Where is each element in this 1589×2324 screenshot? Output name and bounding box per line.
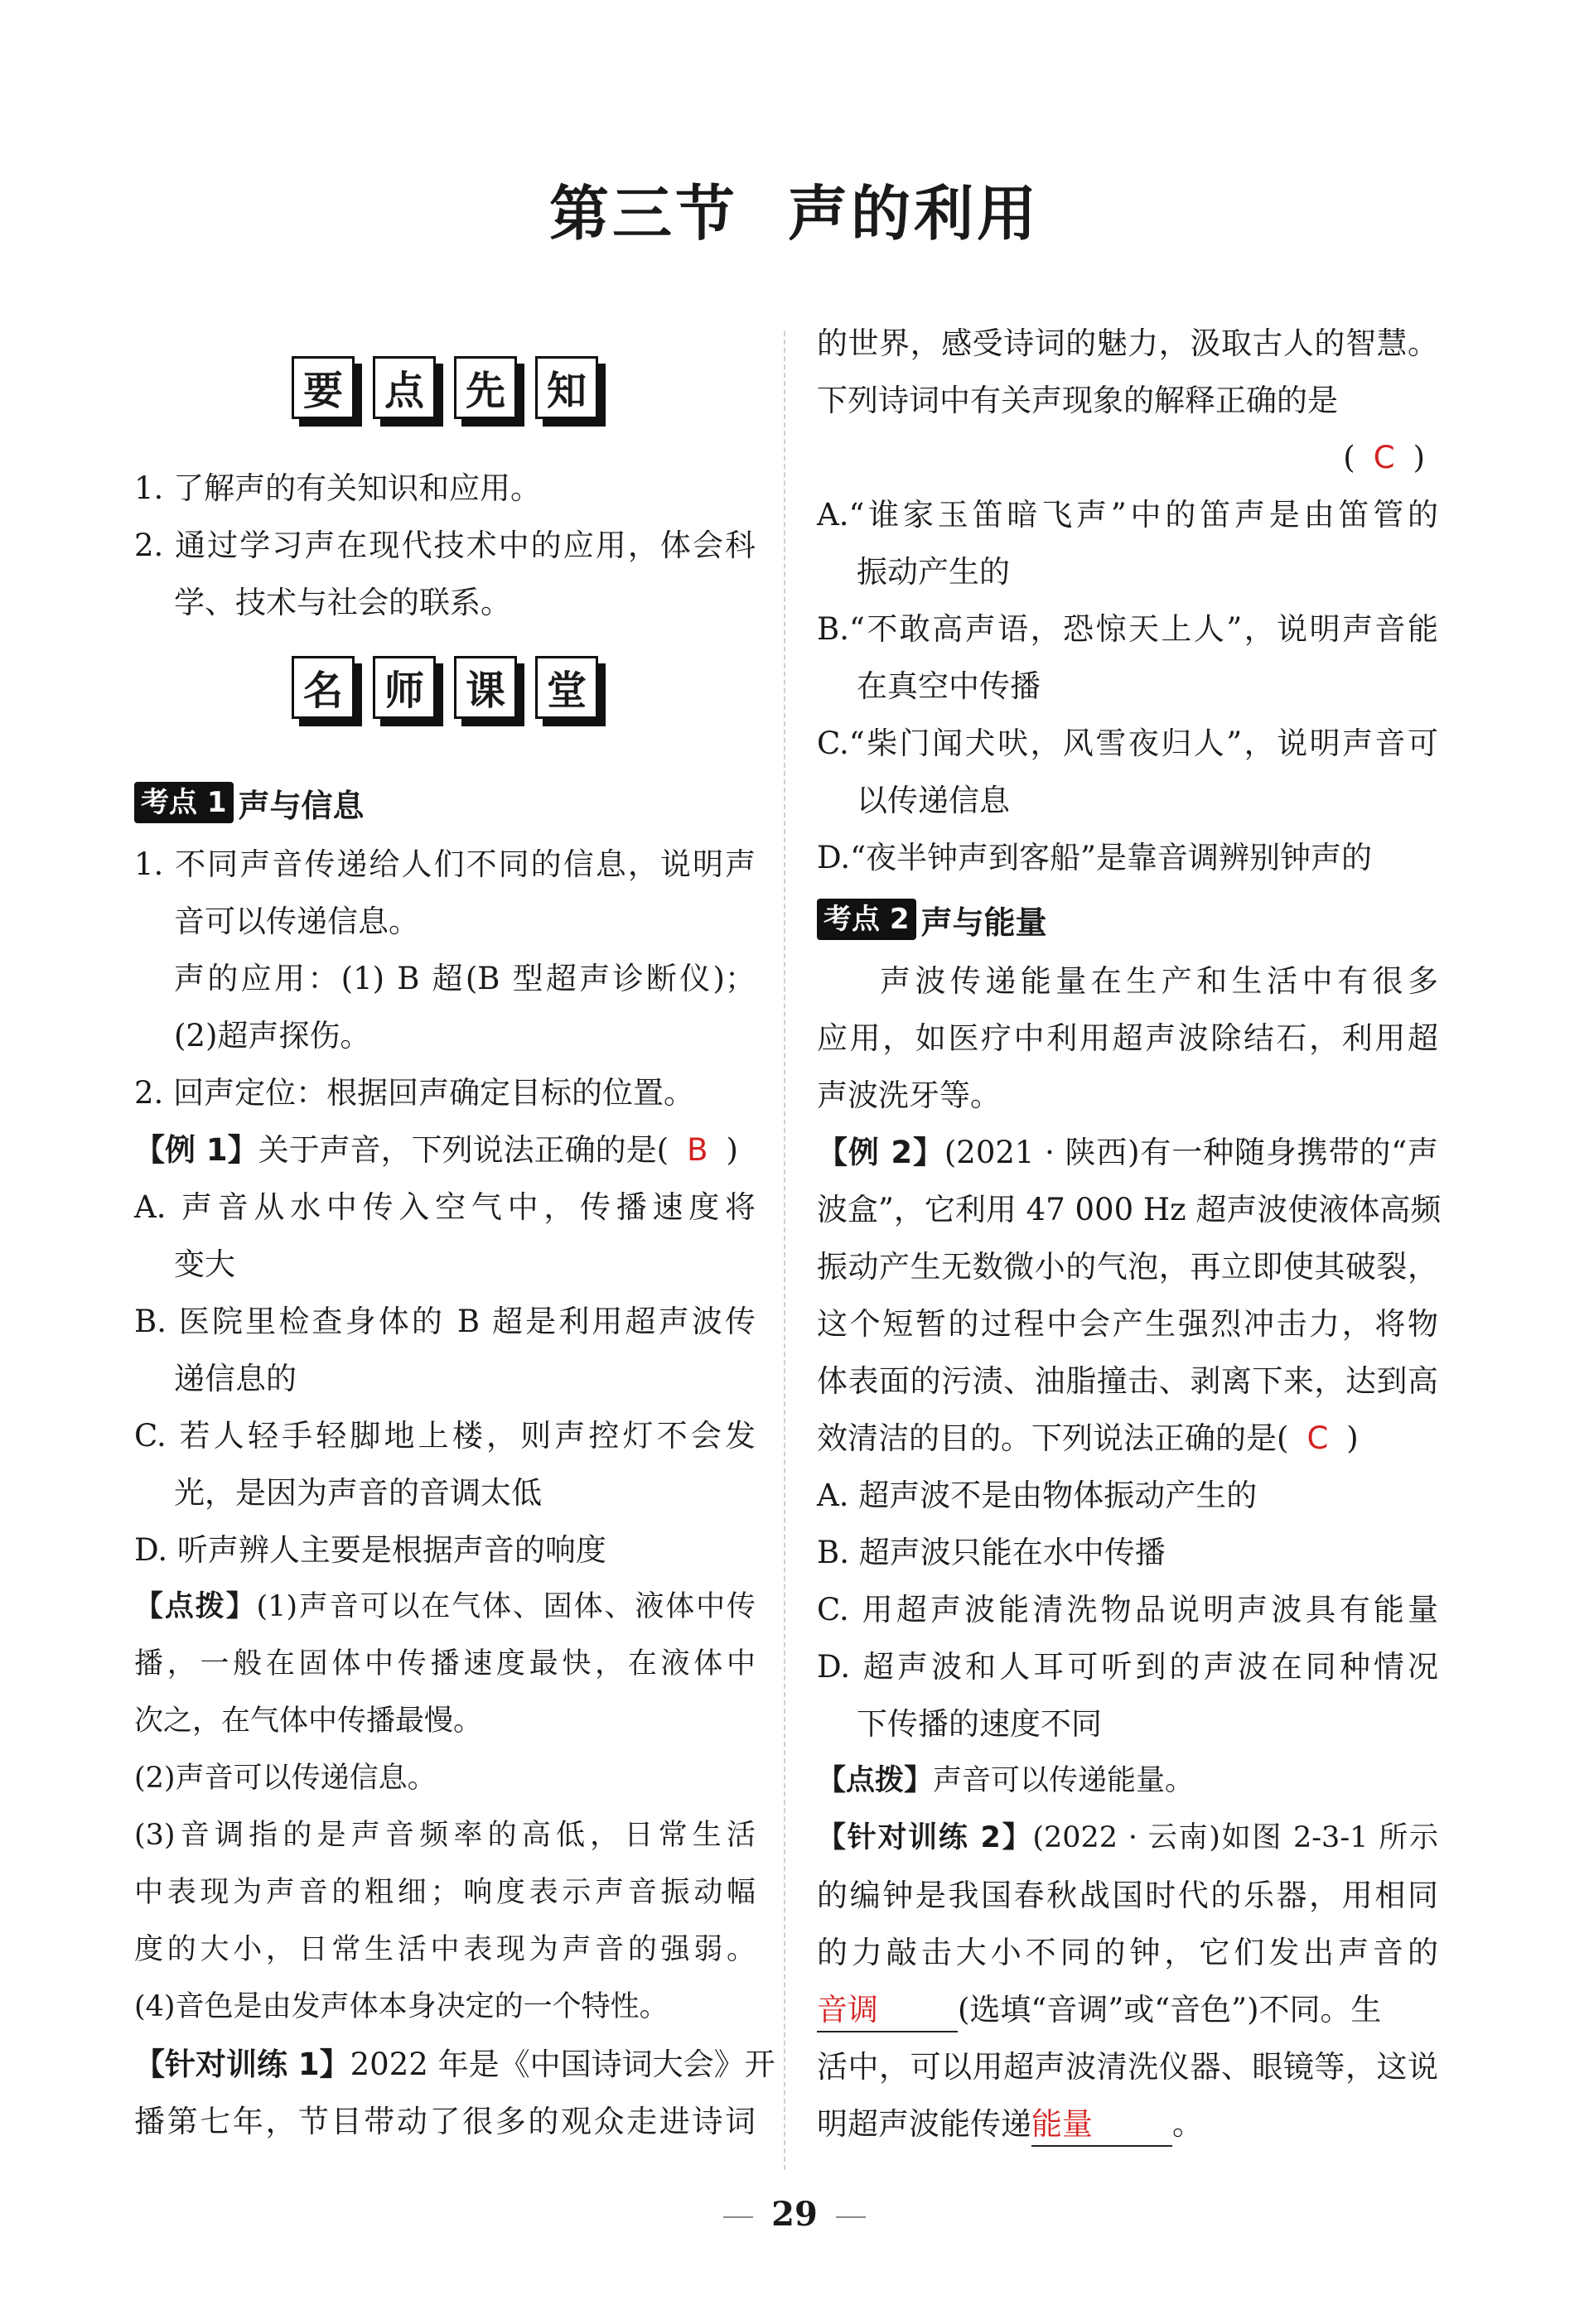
hint-1-line: 中表现为声音的粗细；响度表示声音振动幅 [134, 1876, 756, 1909]
example-2-line: 波盒”，它利用 47 000 Hz 超声波使液体高频 [817, 1192, 1442, 1227]
banner-char: 名 [292, 656, 355, 719]
training-2-line: 活中，可以用超声波清洗仪器、眼镜等，这说 [817, 2049, 1438, 2085]
hint-1-line: 次之，在气体中传播最慢。 [134, 1704, 483, 1738]
left-column [134, 315, 775, 2150]
hint-1-line: 【点拨】(1)声音可以在气体、固体、液体中传 [134, 1590, 756, 1623]
training-1-line: 播第七年，节目带动了很多的观众走进诗词 [134, 2104, 756, 2139]
example-option: 光，是因为声音的音调太低 [174, 1475, 542, 1511]
example-option: C. 若人轻手轻脚地上楼，则声控灯不会发 [134, 1418, 756, 1454]
hint-1-line: (2)声音可以传递信息。 [134, 1762, 437, 1795]
training-2-line: 音调 (选填“音调”或“音色”)不同。生 [817, 1981, 1438, 2038]
hint-1-line: 度的大小，日常生活中表现为声音的强弱。 [134, 1933, 756, 1966]
example-2-line: 效清洁的目的。下列说法正确的是( C ) [817, 1420, 1359, 1456]
fill-blank-answer: 能量 [1031, 2104, 1172, 2147]
training-1-line: 的世界，感受诗词的魅力，汲取古人的智慧。 [817, 325, 1438, 361]
training-option: B.“不敢高声语，恐惊天上人”，说明声音能 [817, 611, 1438, 647]
page-number: 29 [0, 2195, 1589, 2234]
kp1-line: 2. 回声定位：根据回声确定目标的位置。 [134, 1075, 695, 1111]
example-1-stem: 【例 1】关于声音，下列说法正确的是( B ) [134, 1132, 738, 1168]
kp2-line: 声波洗牙等。 [817, 1078, 1001, 1113]
example-2-line: 振动产生无数微小的气泡，再立即使其破裂， [817, 1249, 1438, 1285]
banner-key-points [134, 331, 756, 443]
training-1-answer: ( C ) [1343, 440, 1425, 475]
example-option: D. 听声辨人主要是根据声音的响度 [134, 1532, 606, 1568]
example-option: 变大 [174, 1246, 235, 1282]
kp1-line: 音可以传递信息。 [174, 904, 419, 939]
hint-1-line: (4)音色是由发声体本身决定的一个特性。 [134, 1990, 669, 2023]
banner-char: 先 [454, 356, 517, 419]
example-option: A. 超声波不是由物体振动产生的 [817, 1478, 1258, 1513]
training-2-line: 明超声波能传递能量 。 [817, 2095, 1438, 2153]
key-point-title: 声与信息 [238, 787, 365, 824]
right-column [817, 315, 1442, 2153]
key-point-tag: 考点 1 [134, 782, 234, 823]
answer-mark: C [1306, 1420, 1329, 1456]
objective-item: 学、技术与社会的联系。 [174, 585, 511, 620]
banner-char: 点 [373, 356, 436, 419]
example-tag: 【例 1】 [134, 1132, 258, 1168]
kp2-line: 应用，如医疗中利用超声波除结石，利用超 [817, 1020, 1438, 1056]
key-point-title: 声与能量 [920, 904, 1047, 941]
objective-item: 2. 通过学习声在现代技术中的应用，体会科 [134, 528, 756, 563]
example-2-line: 这个短暂的过程中会产生强烈冲击力，将物 [817, 1306, 1438, 1342]
example-2-line: 【例 2】(2021 · 陕西)有一种随身携带的“声 [817, 1135, 1438, 1170]
example-option: B. 医院里检查身体的 B 超是利用超声波传 [134, 1304, 756, 1339]
key-point-2-heading [817, 886, 1438, 952]
key-point-1-heading [134, 769, 756, 836]
fill-blank-answer: 音调 [817, 1989, 958, 2032]
example-tag: 【例 2】 [817, 1135, 944, 1170]
section-title: 声的利用 [788, 178, 1041, 248]
banner-teacher-class [134, 631, 756, 743]
banner-char: 师 [373, 656, 436, 719]
hint-1-line: (3)音调指的是声音频率的高低，日常生活 [134, 1819, 756, 1852]
example-2-line: 体表面的污渍、油脂撞击、剥离下来，达到高 [817, 1363, 1438, 1399]
training-option: C.“柴门闻犬吠，风雪夜归人”，说明声音可 [817, 726, 1438, 761]
banner-char: 知 [535, 356, 598, 419]
kp1-line: (2)超声探伤。 [174, 1018, 371, 1054]
answer-mark: C [1373, 440, 1395, 475]
section-number: 第三节 [548, 178, 738, 248]
key-point-tag: 考点 2 [817, 899, 916, 940]
page-title [0, 166, 1589, 252]
example-option: A. 声音从水中传入空气中，传播速度将 [134, 1189, 756, 1225]
kp1-line: 声的应用：(1) B 超(B 型超声诊断仪)； [174, 961, 756, 996]
kp2-line: 声波传递能量在生产和生活中有很多 [880, 963, 1438, 999]
hint-tag: 【点拨】 [817, 1764, 934, 1797]
example-option: 下传播的速度不同 [857, 1706, 1102, 1742]
hint-tag: 【点拨】 [134, 1590, 257, 1623]
kp1-line: 1. 不同声音传递给人们不同的信息，说明声 [134, 846, 756, 882]
banner-char: 课 [454, 656, 517, 719]
hint-2-line: 【点拨】声音可以传递能量。 [817, 1764, 1195, 1797]
training-option: A.“谁家玉笛暗飞声”中的笛声是由笛管的 [817, 497, 1438, 533]
training-tag: 【针对训练 2】 [817, 1821, 1033, 1854]
training-option: 以传递信息 [857, 783, 1010, 818]
training-option: 在真空中传播 [857, 668, 1041, 704]
training-2-line: 的编钟是我国春秋战国时代的乐器，用相同 [817, 1878, 1438, 1913]
example-option: B. 超声波只能在水中传播 [817, 1535, 1166, 1570]
training-tag: 【针对训练 1】 [134, 2047, 350, 2082]
objective-item: 1. 了解声的有关知识和应用。 [134, 470, 542, 506]
column-divider [784, 331, 785, 2170]
answer-mark: B [687, 1132, 708, 1168]
banner-char: 堂 [535, 656, 598, 719]
training-option: 振动产生的 [857, 554, 1010, 590]
training-1-line: 下列诗词中有关声现象的解释正确的是 [817, 383, 1338, 418]
hint-1-line: 播，一般在固体中传播速度最快，在液体中 [134, 1647, 756, 1680]
training-1-line: 【针对训练 1】2022 年是《中国诗词大会》开 [134, 2047, 775, 2082]
banner-char: 要 [292, 356, 355, 419]
training-option: D.“夜半钟声到客船”是靠音调辨别钟声的 [817, 840, 1372, 875]
example-option: D. 超声波和人耳可听到的声波在同种情况 [817, 1649, 1438, 1685]
training-2-line: 【针对训练 2】(2022 · 云南)如图 2-3-1 所示 [817, 1821, 1438, 1854]
example-option: C. 用超声波能清洗物品说明声波具有能量 [817, 1592, 1438, 1627]
example-option: 递信息的 [174, 1361, 297, 1396]
training-2-line: 的力敲击大小不同的钟，它们发出声音的 [817, 1935, 1438, 1970]
